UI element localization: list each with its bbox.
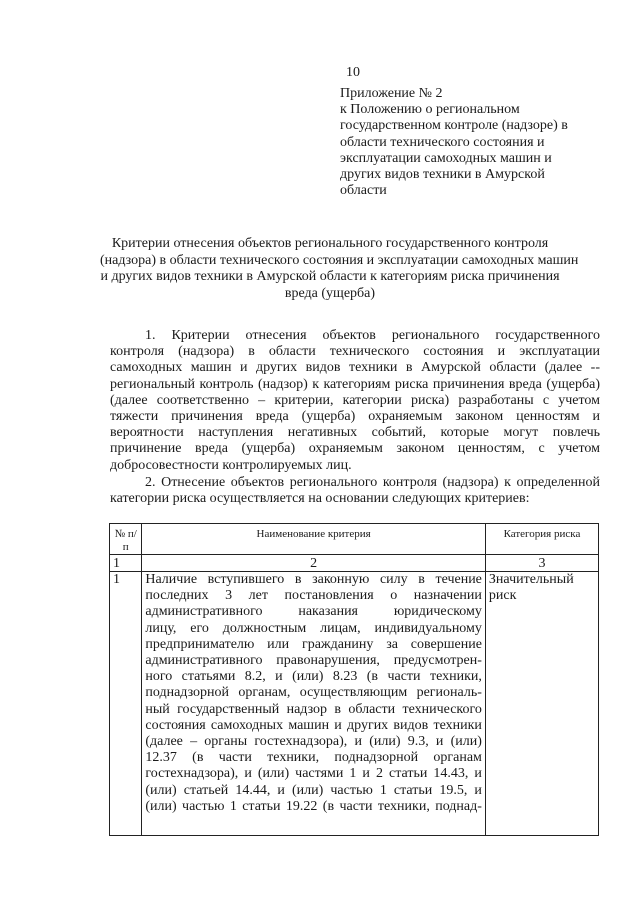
criterion-line: административного наказания юридическому [145, 604, 482, 620]
appendix-line: Приложение № 2 [340, 86, 443, 101]
appendix-line: эксплуатации самоходных машин и [340, 150, 552, 166]
paragraph-line: контроля (надзора) в области технического состояния и эксплуатации [110, 344, 600, 360]
criteria-table [109, 523, 599, 836]
column-number: 3 [485, 555, 598, 572]
paragraph-2 [110, 475, 600, 507]
criterion-line: Наличие вступившего в законную силу в течение [145, 572, 482, 587]
paragraph-line: добросовестности контролируемых лиц. [110, 457, 352, 473]
criterion-line: 12.37 (в части техники, поднадзорной органам [145, 750, 482, 766]
risk-category-line: Значительный [488, 572, 574, 587]
criterion-line: предпринимателю или гражданину за совершение [145, 636, 482, 652]
criterion-line: ный государственный надзор в области технического [145, 701, 482, 717]
appendix-line: государственном контроле (надзоре) в [340, 118, 568, 134]
header-num: № п/п [110, 524, 142, 555]
appendix-line: области [340, 183, 387, 199]
header-risk-category: Категория риска [485, 524, 598, 555]
appendix-line: других видов техники в Амурской [340, 167, 545, 183]
risk-category [485, 572, 598, 836]
title-line: (надзора) в области технического состояния и эксплуатации самоходных машин [100, 252, 579, 268]
paragraph-line: самоходных машин и других видов техники в Амурской области (далее -- [110, 360, 600, 376]
page-number: 10 [346, 65, 360, 80]
paragraph-1 [110, 328, 600, 474]
criterion-line: (или) статьей 14.44, и (или) частью 1 статьи 19.5, и [145, 782, 482, 798]
paragraph-line: категории риска осуществляется на основании следующих критериев: [110, 491, 530, 507]
criterion-line: лицу, его должностным лицам, индивидуальному [145, 620, 482, 636]
paragraph-line: (далее соответственно – критерии, категории риска) разработаны с учетом [110, 392, 600, 408]
criterion-line: административного правонарушения, предусмотрен- [145, 653, 482, 669]
column-number: 1 [110, 555, 142, 572]
title-line: вреда (ущерба) [284, 285, 376, 301]
column-number: 2 [142, 555, 486, 572]
appendix-line: области технического состояния и [340, 134, 545, 150]
document-title [100, 236, 579, 302]
appendix-heading [340, 86, 590, 199]
table-header-row [110, 524, 599, 555]
criterion-line: (далее – органы гостехнадзора), и (или) 9.3, и (или) [145, 734, 482, 750]
criterion-line: (или) частью 1 статьи 19.22 (в части техники, поднад- [145, 798, 482, 814]
risk-category-line: риск [488, 588, 517, 604]
criterion-line: ного статьями 8.2, и (или) 8.23 (в части техники, [145, 669, 482, 685]
title-line: Критерии отнесения объектов регионального государственного контроля [111, 236, 549, 251]
criterion-line: последних 3 лет постановления о назначении [145, 588, 482, 604]
appendix-line: к Положению о региональном [340, 102, 520, 118]
paragraph-line: вероятности наступления негативных событий, которые могут повлечь [110, 425, 600, 441]
criterion-line: поднадзорной органам, осуществляющим региональ- [145, 685, 482, 701]
paragraph-line: 1. Критерии отнесения объектов регионального государственного [145, 328, 600, 343]
paragraph-line: причинение вреда (ущерба) охраняемым законом ценностям, с учетом [110, 441, 600, 457]
criterion-text [142, 572, 486, 836]
column-number-row [110, 555, 599, 572]
row-number: 1 [110, 572, 142, 836]
title-line: и других видов техники в Амурской области к категориям риска причинения [100, 269, 560, 284]
header-criterion-name: Наименование критерия [142, 524, 486, 555]
criterion-line: состояния самоходных машин и других видов техники [145, 717, 482, 733]
criterion-line: гостехнадзора), и (или) частями 1 и 2 статьи 14.43, и [145, 766, 482, 782]
paragraph-line: тяжести причинения вреда (ущерба) охраняемым законом ценностям и [110, 409, 600, 425]
paragraph-line: региональный контроль (надзор) к категориям риска причинения вреда (ущерба) [110, 376, 600, 392]
paragraph-line: 2. Отнесение объектов регионального контроля (надзора) к определенной [145, 475, 600, 490]
table-row [110, 572, 599, 836]
